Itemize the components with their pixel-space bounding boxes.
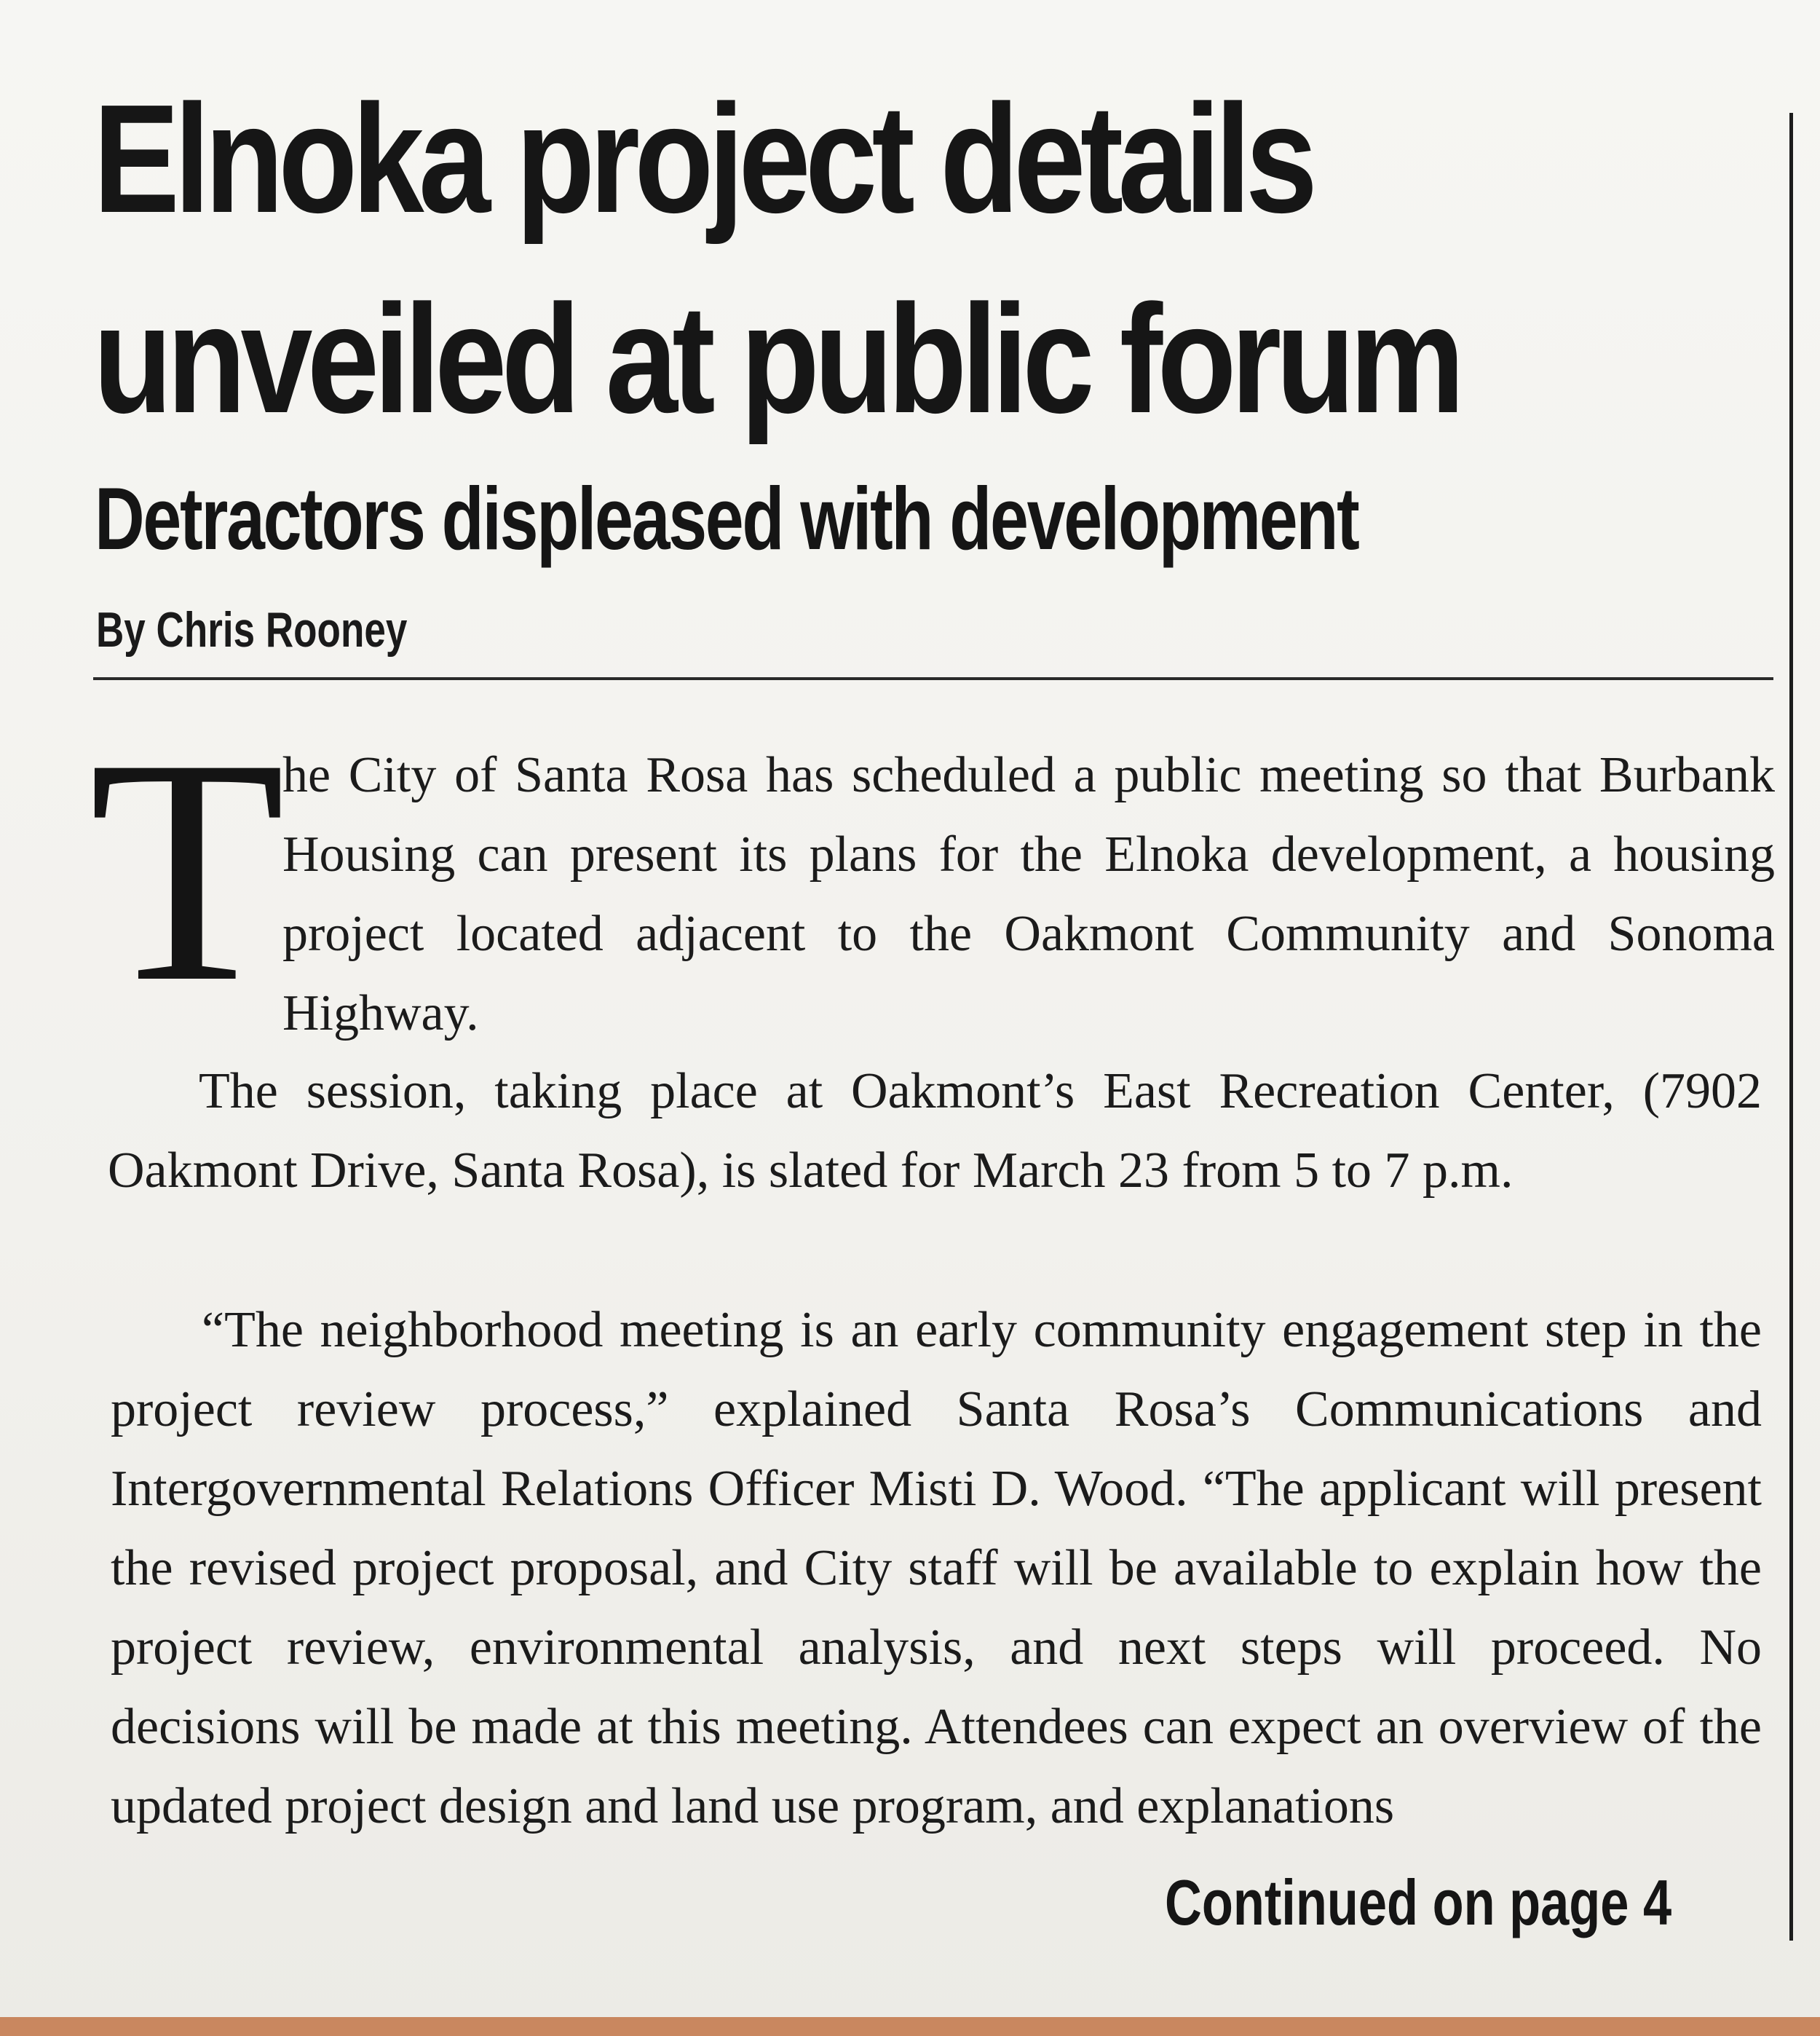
continued-on-page-link: Continued on page 4 xyxy=(1165,1866,1672,1938)
lead-paragraph: he City of Santa Rosa has scheduled a public meeting so that Burbank Housing can present its plans for the Elnoka development, a housing project located adjacent to the Oakmont Community and Sonoma Highway. xyxy=(282,747,1775,1041)
drop-cap: T xyxy=(89,692,285,1049)
body-paragraph-3: “The neighborhood meeting is an early community engagement step in the project review process,” explained Santa Rosa’s Communications and Intergovernmental Relations Officer Misti D. Wood. “The applicant will present the revised project proposal, and City staff will be available to explain how the project review, environmental analysis, and next steps will proceed. No decisions will be made at this meeting. Attendees can expect an overview of the updated project design and land use program, and explanations xyxy=(111,1302,1762,1834)
byline: By Chris Rooney xyxy=(96,602,408,658)
subheadline: Detractors displeased with development xyxy=(95,469,1358,568)
byline-divider xyxy=(93,677,1773,680)
headline xyxy=(93,58,1518,459)
body-paragraph-2: The session, taking place at Oakmont’s East Recreation Center, (7902 Oakmont Drive, Santa Rosa), is slated for March 23 from 5 to 7 p.m. xyxy=(108,1063,1762,1199)
page-bottom-edge xyxy=(0,2017,1820,2036)
headline-line-2: unveiled at public forum xyxy=(93,272,1460,445)
column-divider-rule xyxy=(1789,113,1793,1941)
headline-line-1: Elnoka project details xyxy=(93,72,1313,245)
